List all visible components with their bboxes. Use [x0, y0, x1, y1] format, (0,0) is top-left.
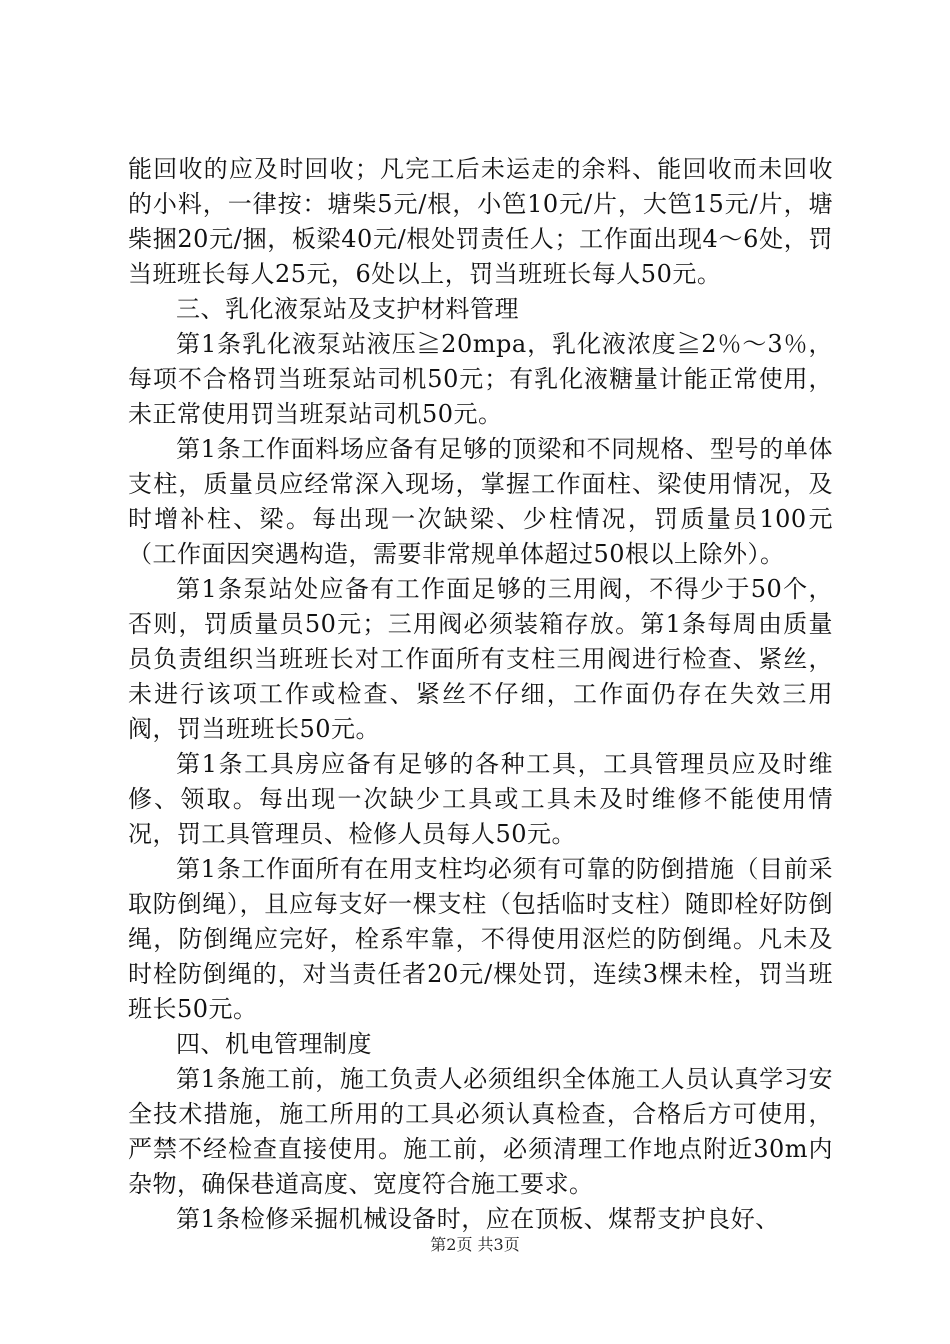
- article-three-way-valve: 第1条泵站处应备有工作面足够的三用阀，不得少于50个，否则，罚质量员50元；三用阀必须装箱存放。第1条每周由质量员负责组织当班班长对工作面所有支柱三用阀进行检查、紧丝，未进行该项工作或检查、紧丝不仔细，工作面仍存在失效三用阀，罚当班班长50元。: [128, 575, 833, 743]
- document-body: [128, 152, 833, 1237]
- paragraph-continuation: 能回收的应及时回收；凡完工后未运走的余料、能回收而未回收的小料，一律按：塘柴5元/根，小笆10元/片，大笆15元/片，塘柴捆20元/捆，板梁40元/根处罚责任人；工作面出现4～6处，罚当班班长每人25元，6处以上，罚当班班长每人50元。: [128, 155, 833, 288]
- article-material-yard: 第1条工作面料场应备有足够的顶梁和不同规格、型号的单体支柱，质量员应经常深入现场，掌握工作面柱、梁使用情况，及时增补柱、梁。每出现一次缺梁、少柱情况，罚质量员100元（工作面因突遇构造，需要非常规单体超过50根以上除外）。: [128, 435, 833, 568]
- section-heading-emulsion-pump: 三、乳化液泵站及支护材料管理: [176, 295, 519, 323]
- section-heading-electromechanical: 四、机电管理制度: [176, 1030, 372, 1058]
- article-pre-construction: 第1条施工前，施工负责人必须组织全体施工人员认真学习安全技术措施，施工所用的工具必须认真检查，合格后方可使用，严禁不经检查直接使用。施工前，必须清理工作地点附近30m内杂物，确保巷道高度、宽度符合施工要求。: [128, 1065, 833, 1198]
- article-tool-room: 第1条工具房应备有足够的各种工具，工具管理员应及时维修、领取。每出现一次缺少工具或工具未及时维修不能使用情况，罚工具管理员、检修人员每人50元。: [128, 750, 833, 848]
- article-pump-pressure: 第1条乳化液泵站液压≧20mpa，乳化液浓度≧2％～3％，每项不合格罚当班泵站司机50元；有乳化液糖量计能正常使用，未正常使用罚当班泵站司机50元。: [128, 330, 833, 428]
- page-number-footer: 第2页 共3页: [430, 1235, 520, 1254]
- article-equipment-maintenance: 第1条检修采掘机械设备时，应在顶板、煤帮支护良好、: [176, 1205, 780, 1233]
- article-anti-fall-rope: 第1条工作面所有在用支柱均必须有可靠的防倒措施（目前采取防倒绳），且应每支好一棵支柱（包括临时支柱）随即栓好防倒绳，防倒绳应完好，栓系牢靠，不得使用沤烂的防倒绳。凡未及时栓防倒绳的，对当责任者20元/棵处罚，连续3棵未栓，罚当班班长50元。: [128, 855, 833, 1023]
